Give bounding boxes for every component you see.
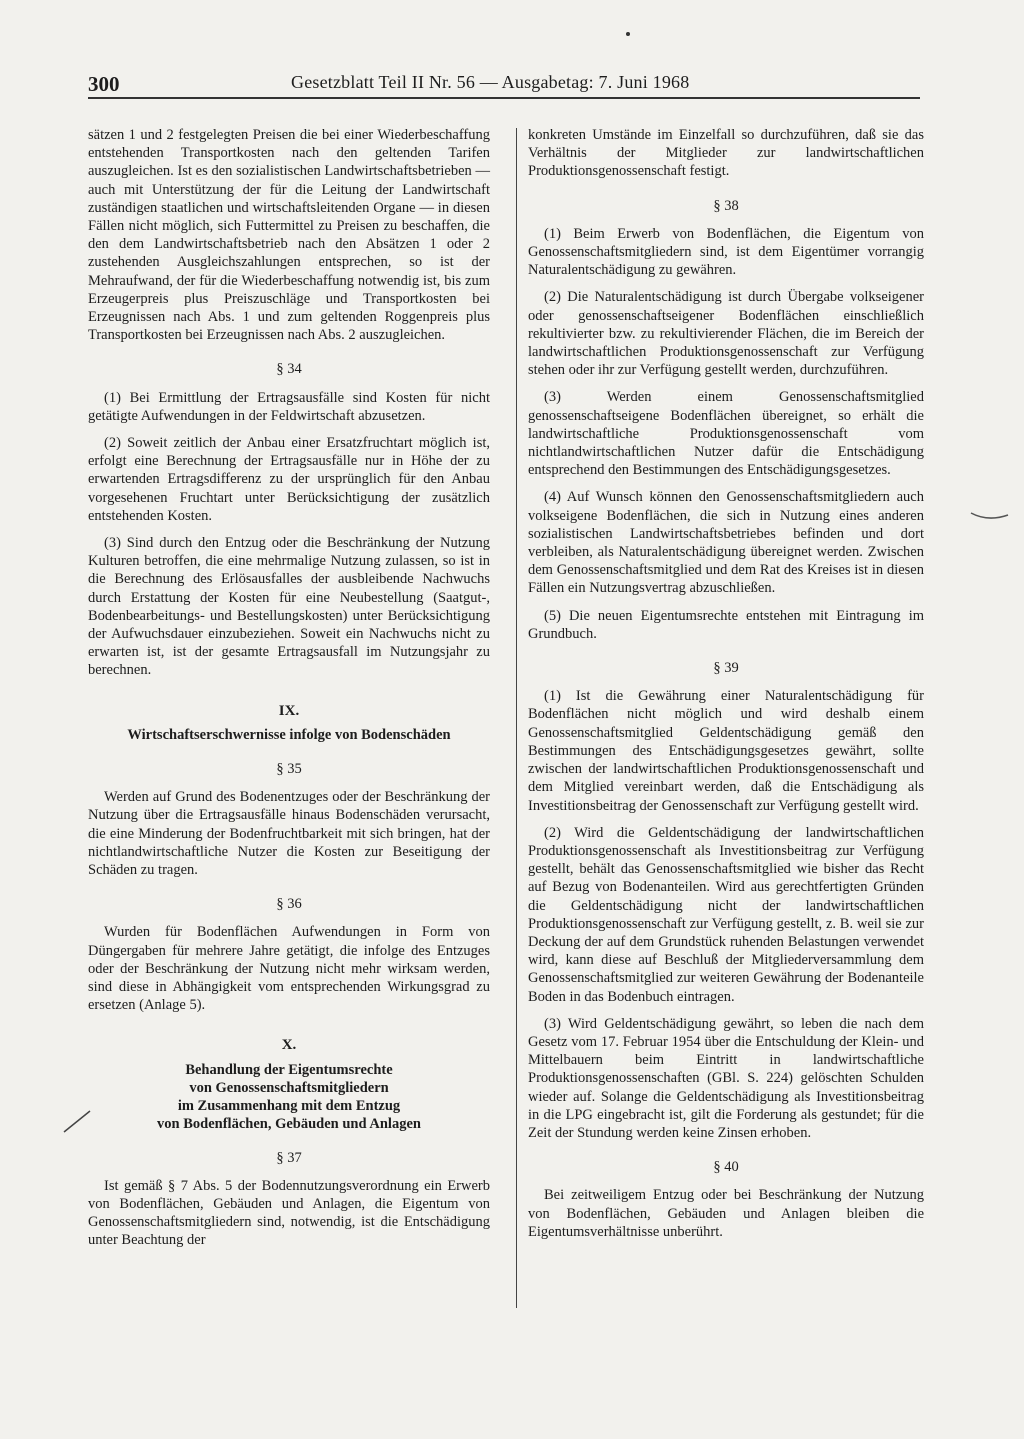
running-header: Gesetzblatt Teil II Nr. 56 — Ausgabetag: 7. Juni 1968 (291, 72, 690, 92)
chapter-10-title-line-4: von Bodenflächen, Gebäuden und Anlagen (157, 1115, 421, 1132)
section-heading-38: § 38 (713, 197, 739, 214)
section-heading-35: § 35 (276, 760, 302, 777)
section-heading-40: § 40 (713, 1159, 739, 1176)
chapter-9-number: IX. (278, 702, 300, 719)
right-column (528, 126, 924, 1250)
chapter-10-title-line-2: von Genossenschaftsmitgliedern (189, 1079, 389, 1096)
chapter-10-title (88, 1061, 490, 1133)
section-37-para-1: Ist gemäß § 7 Abs. 5 der Bodennutzungsverordnung ein Erwerb von Bodenflächen, Gebäuden und Anlagen, die Eigentum von Genossenschaftsmitgliedern sind, notwendig, ist die Entschädigung unter Beachtung der (88, 1177, 490, 1249)
section-38-para-2: (2) Die Naturalentschädigung ist durch Übergabe volkseigener oder genossenschaftseigener Bodenflächen einschließlich rekultivierter bzw. zu rekultivierender Flächen, die im Bereich der landwirtschaftlichen Produktionsgenossenschaft zur Verfügung stehen oder ihr zur Verfügung gestellt werden, durchzuführen. (528, 289, 924, 379)
section-39-para-3: (3) Wird Geldentschädigung gewährt, so leben die nach dem Gesetz vom 17. Februar 1954 über die Entschuldung der Klein- und Mittelbauern beim Eintritt in landwirtschaftliche Produktionsgenossenschaften (GBl. S. 224) gelöschten Schulden wieder auf. Solange die Geldentschädigung als Investitionsbeitrag in die LPG eingebracht ist, gilt die Forderung als gestundet; für die Zeit der Stundung werden keine Zinsen erhoben. (528, 1015, 924, 1141)
page-number: 300 (88, 72, 120, 96)
section-heading-34: § 34 (276, 361, 302, 378)
section-34-para-2: (2) Soweit zeitlich der Anbau einer Ersatzfruchtart möglich ist, erfolgt eine Berechnung der Ertragsausfälle nur in Höhe der zu erwartenden Ertragsdifferenz zu der ursprünglich für den Anbau vorgesehenen Fruchtart unter Berücksichtigung der zusätzlich entstehenden Kosten. (88, 435, 490, 524)
column-divider (516, 128, 517, 1308)
paragraph-continued: sätzen 1 und 2 festgelegten Preisen die bei einer Wiederbeschaffung entstehenden Transportkosten nach den geltenden Tarifen auszugleichen. Ist es den sozialistischen Landwirtschaftsbetrieben — auch mit Unterstützung der für die Leitung der Landwirtschaft zuständigen staatlichen und wirtschaftsleitenden Organe — in diesen Fällen nicht möglich, sich Futtermittel zu Preisen zu beschaffen, die den dem Landwirtschaftsbetrieb nach den Absätzen 1 oder 2 zustehenden Ausgleichszahlungen entsprechen, so ist der Mehraufwand, der für die Wiederbeschaffung notwendig ist, bis zum Erzeugerpreis plus Preiszuschläge und Transportkosten bei Erzeugnissen nach Abs. 1 und zum geltenden Roggenpreis plus Transportkosten bei Erzeugnissen nach Abs. 2 auszugleichen. (88, 127, 490, 344)
section-heading-39: § 39 (713, 660, 739, 677)
section-34-para-3: (3) Sind durch den Entzug oder die Beschränkung der Nutzung Kulturen betroffen, die eine mehrmalige Nutzung zulassen, so ist in die Berechnung des Erlösausfalles der ausbleibende Nachwuchs durch Erstattung der Kosten für eine Neubestellung (Saatgut-, Bodenbearbeitungs- und Bestellungskosten) unter Berücksichtigung der Aufwuchsdauer einzubeziehen. Soweit ein Nachwuchs nicht zu erwarten ist, ist der gesamte Ertragsausfall im Nutzungsjahr zu berechnen. (88, 535, 490, 679)
chapter-9-title: Wirtschaftserschwernisse infolge von Bodenschäden (127, 726, 451, 743)
section-34-para-1: (1) Bei Ermittlung der Ertragsausfälle sind Kosten für nicht getätigte Aufwendungen in der Feldwirtschaft abzusetzen. (88, 389, 490, 424)
section-heading-36: § 36 (276, 896, 302, 913)
header-rule (88, 97, 920, 99)
section-39-para-1: (1) Ist die Gewährung einer Naturalentschädigung für Bodenflächen nicht möglich und wird deshalb einem Genossenschaftsmitglied Geldentschädigung gemäß den Bestimmungen des Entschädigungsgesetzes gewährt, sollte zwischen der landwirtschaftlichen Produktionsgenossenschaft und dem Mitglied vereinbart werden, daß die Entschädigung als Investitionsbeitrag der Genossenschaft zur Verfügung gestellt wird. (528, 688, 924, 814)
chapter-10-number: X. (281, 1037, 297, 1054)
section-heading-37: § 37 (276, 1149, 302, 1166)
pencil-stroke-mark (60, 1108, 94, 1134)
section-38-para-1: (1) Beim Erwerb von Bodenflächen, die Eigentum von Genossenschaftsmitgliedern sind, ist dem Eigentümer vorrangig Naturalentschädigung zu gewähren. (528, 225, 924, 279)
section-35-para-1: Werden auf Grund des Bodenentzuges oder der Beschränkung der Nutzung über die Ertragsausfälle hinaus Bodenschäden verursacht, die eine Minderung der Bodenfruchtbarkeit mit sich bringen, hat der nichtlandwirtschaftliche Nutzer die Kosten zur Beseitigung der Schäden zu tragen. (88, 789, 490, 878)
left-column (88, 126, 490, 1259)
chapter-10-title-line-1: Behandlung der Eigentumsrechte (185, 1061, 393, 1078)
chapter-10-title-line-3: im Zusammenhang mit dem Entzug (177, 1097, 401, 1114)
section-38-para-3: (3) Werden einem Genossenschaftsmitglied genossenschaftseigene Bodenflächen übereignet, so erhält die landwirtschaftliche Produktionsgenossenschaft vom nichtlandwirtschaftlichen Nutzer dafür die Entschädigung entsprechend den Bestimmungen des Entschädigungsgesetzes. (528, 389, 924, 479)
paragraph-continued-right: konkreten Umstände im Einzelfall so durchzuführen, daß sie das Verhältnis der Mitglieder zur landwirtschaftlichen Produktionsgenossenschaft festigt. (528, 127, 924, 180)
section-36-para-1: Wurden für Bodenflächen Aufwendungen in Form von Düngergaben für mehrere Jahre getätigt, die infolge des Entzuges oder der Beschränkung der Nutzung nicht mehr wirksam werden, sind diese in Abhängigkeit vom entsprechenden Wirkungsgrad zu ersetzen (Anlage 5). (88, 924, 490, 1014)
section-38-para-4: (4) Auf Wunsch können den Genossenschaftsmitgliedern auch volkseigene Bodenflächen, die sich in Nutzung eines anderen sozialistischen Landwirtschaftsbetriebes befinden und dort verbleiben, als Naturalentschädigung übereignet werden. Zwischen dem Genossenschaftsmitglied und dem Rat des Kreises ist in diesen Fällen ein Nutzungsvertrag abzuschließen. (528, 489, 924, 597)
section-39-para-2: (2) Wird die Geldentschädigung der landwirtschaftlichen Produktionsgenossenschaft als Investitionsbeitrag zur Verfügung gestellt, behält das Genossenschaftsmitglied wie bisher das Recht auf Bezug von Bodenanteilen. Wird aus gerechtfertigten Gründen die Geldentschädigung nicht der landwirtschaftlichen Produktionsgenossenschaft zur Verfügung gestellt, z. B. weil sie zur Deckung der auf dem Grundstück ruhenden Belastungen verwendet wird, kann diese auf Beschluß der Mitgliederversammlung dem Genossenschaftsmitglied zur weiteren Gewährung der Bodenanteile Boden in das Bodenbuch eintragen. (528, 824, 924, 1005)
section-38-para-5: (5) Die neuen Eigentumsrechte entstehen mit Eintragung im Grundbuch. (528, 607, 924, 642)
section-40-para-1: Bei zeitweiligem Entzug oder bei Beschränkung der Nutzung von Bodenflächen, Gebäuden und Anlagen bleiben die Eigentumsverhältnisse unberührt. (528, 1187, 924, 1240)
speck-mark (624, 30, 632, 38)
margin-bracket-mark (968, 508, 1012, 524)
